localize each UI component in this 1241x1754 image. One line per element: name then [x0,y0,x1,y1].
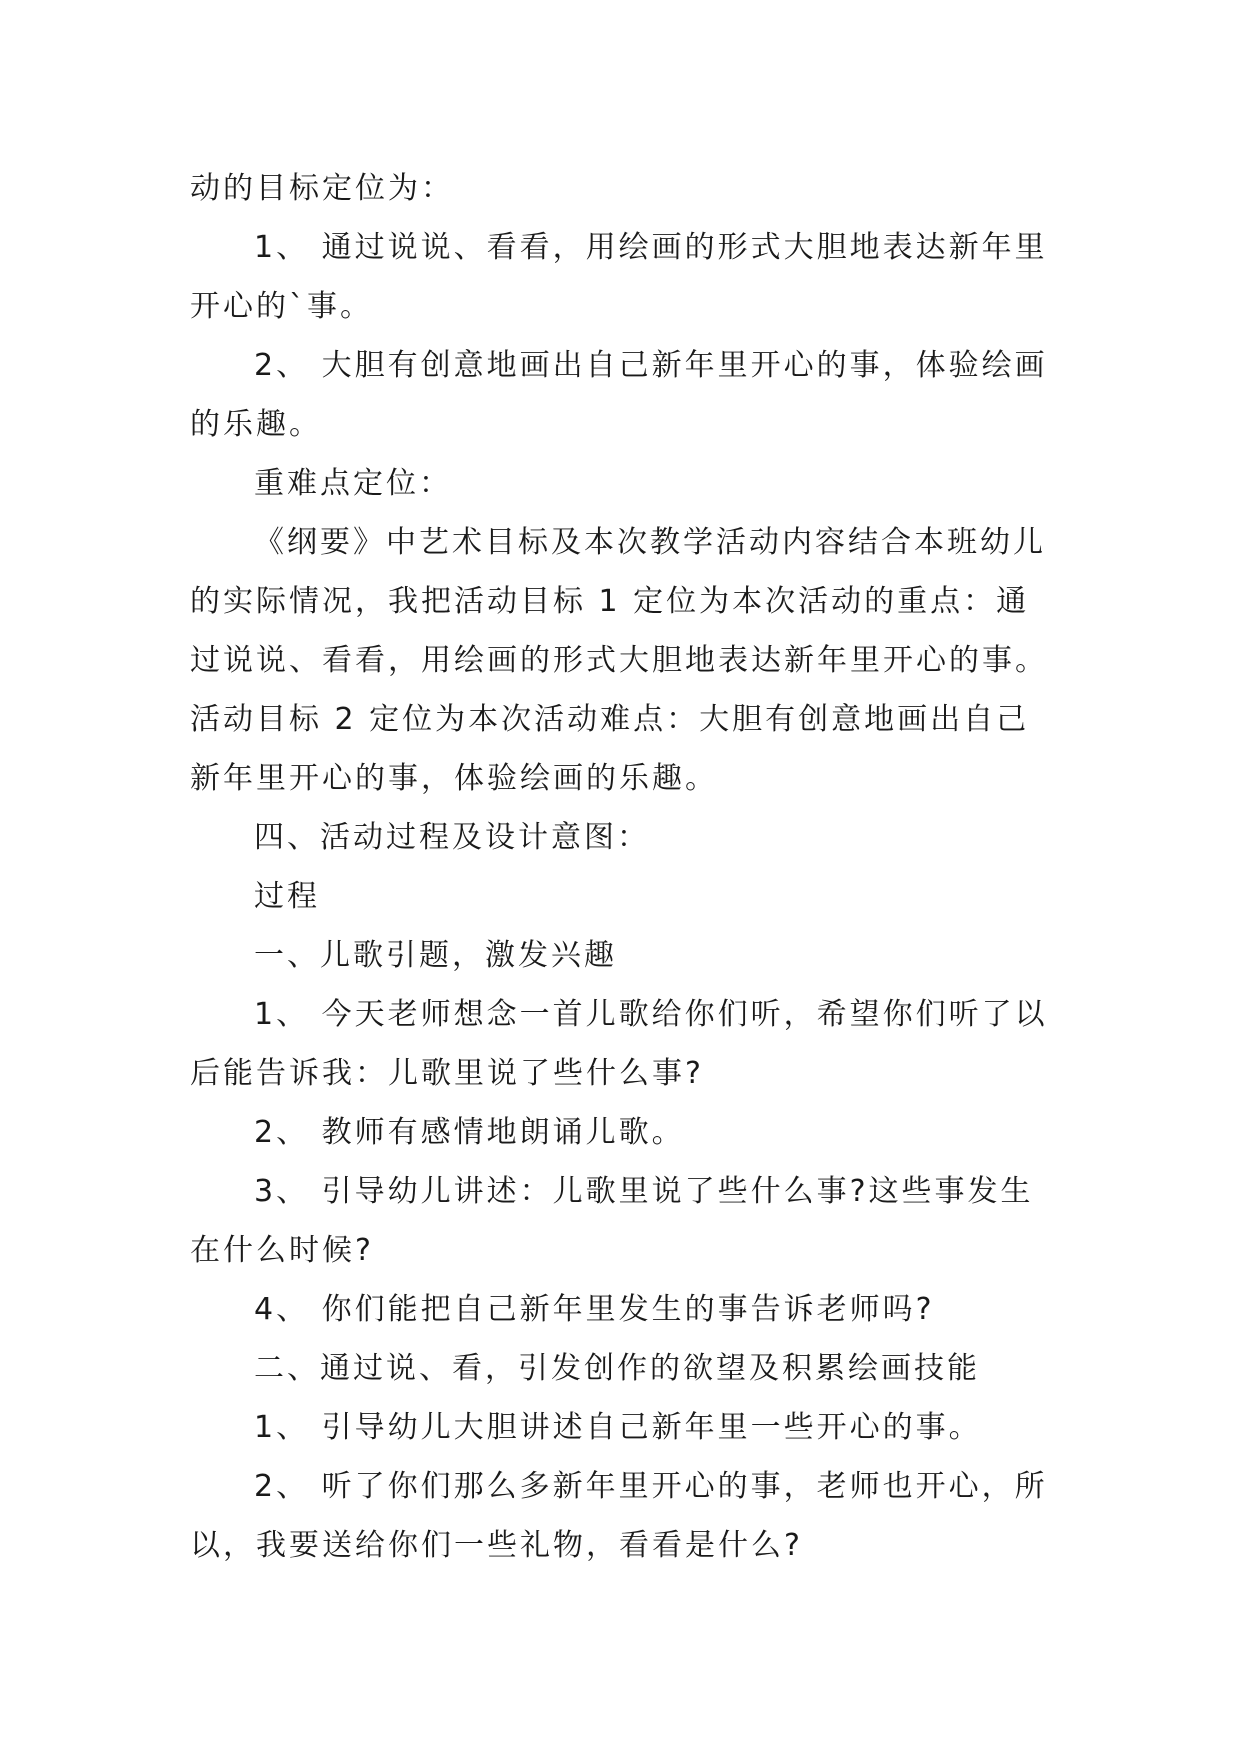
paragraph-step-one-item-1: 1、 今天老师想念一首儿歌给你们听，希望你们听了以后能告诉我：儿歌里说了些什么事? [190,997,1048,1091]
section-heading-step-one: 一、儿歌引题，激发兴趣 [254,938,617,973]
section-heading-step-two: 二、通过说、看，引发创作的欲望及积累绘画技能 [254,1351,980,1386]
section-heading-activity-process: 四、活动过程及设计意图： [254,820,650,855]
paragraph-step-one-item-4: 4、 你们能把自己新年里发生的事告诉老师吗? [254,1292,935,1327]
paragraph-step-two-item-2: 2、 听了你们那么多新年里开心的事，老师也开心，所以，我要送给你们一些礼物，看看是什么? [190,1469,1048,1563]
paragraph-key-points-heading: 重难点定位： [254,466,452,501]
paragraph-step-one-item-2: 2、 教师有感情地朗诵儿歌。 [254,1115,685,1150]
paragraph-goal-2: 2、 大胆有创意地画出自己新年里开心的事，体验绘画的乐趣。 [190,348,1048,442]
paragraph-process-label: 过程 [254,879,320,914]
paragraph-step-two-item-1: 1、 引导幼儿大胆讲述自己新年里一些开心的事。 [254,1410,982,1445]
paragraph-key-points-body: 《纲要》中艺术目标及本次教学活动内容结合本班幼儿的实际情况，我把活动目标 1 定位为本次活动的重点：通过说说、看看，用绘画的形式大胆地表达新年里开心的事。活动目标 2 定位为本次活动难点：大胆有创意地画出自己新年里开心的事，体验绘画的乐趣。 [190,525,1048,796]
document-body [190,159,1054,1575]
paragraph-goal-1: 1、 通过说说、看看，用绘画的形式大胆地表达新年里开心的`事。 [190,230,1048,324]
paragraph-step-one-item-3: 3、 引导幼儿讲述：儿歌里说了些什么事?这些事发生在什么时候? [190,1174,1034,1268]
paragraph-goal-intro: 动的目标定位为： [190,171,454,206]
